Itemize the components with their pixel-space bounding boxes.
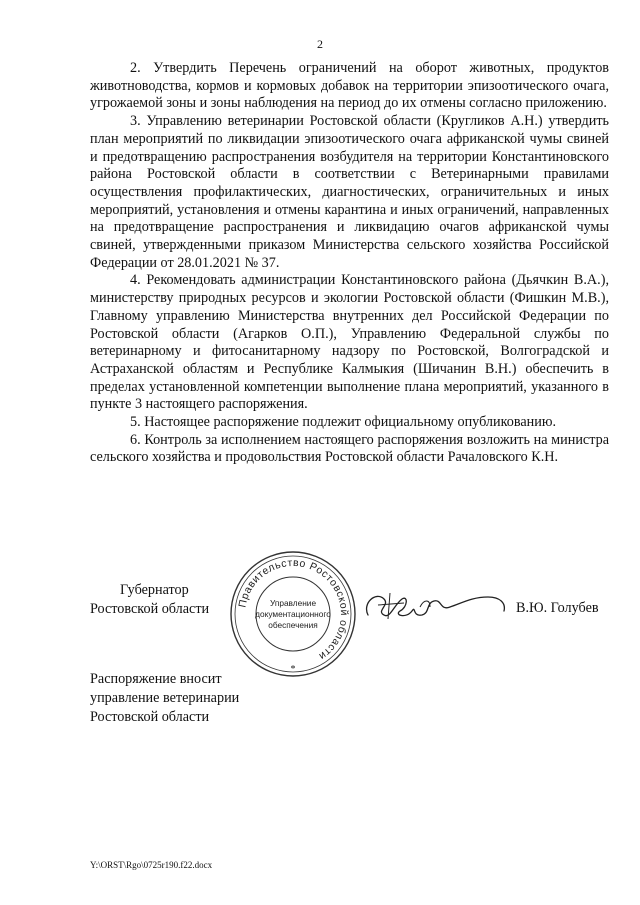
seal-inner-line2: документационного [255, 609, 331, 619]
paragraph-3: 3. Управлению ветеринарии Ростовской области (Кругликов А.Н.) утвердить план мероприятий по ликвидации эпизоотического очага африканской чумы свиней и предотвращению распространения возбудителя на территории Константиновского района Ростовской области в соответствии с Ветеринарными правилами осуществления профилактических, диагностических, ограничительных и иных мероприятий, установления и отмены карантина и иных ограничений, направленных на предотвращение распространения и ликвидацию очагов африканской чумы свиней, утвержденными приказом Министерства сельского хозяйства Российской Федерации от 28.01.2021 № 37. [90, 113, 609, 271]
paragraph-6: 6. Контроль за исполнением настоящего распоряжения возложить на министра сельского хозяйства и продовольствия Ростовской области Рачаловского К.Н. [90, 431, 609, 466]
submitted-by-note [90, 670, 239, 727]
paragraph-4: 4. Рекомендовать администрации Константиновского района (Дьячкин В.А.), министерству природных ресурсов и экологии Ростовской области (Фишкин М.В.), Главному управлению Министерства внутренних дел Российской Федерации по Ростовской области (Агарков О.П.), Управлению Федеральной службы по ветеринарному и фитосанитарному надзору по Ростовской, Волгоградской и Астраханской областям и Республике Калмыкия (Шичанин В.Н.) обеспечить в пределах установленной компетенции выполнение плана мероприятий, указанного в пункте 3 настоящего распоряжения. [90, 272, 609, 413]
paragraph-5: 5. Настоящее распоряжение подлежит официальному опубликованию. [130, 414, 557, 431]
note-line1: Распоряжение вносит [90, 671, 222, 687]
note-line3: Ростовской области [90, 709, 210, 725]
seal-star-icon: * [290, 664, 296, 675]
signatory-title [90, 581, 209, 619]
handwritten-signature [360, 585, 510, 625]
seal-inner-line3: обеспечения [268, 620, 318, 630]
file-path-footer: Y:\ORST\Rgo\0725r190.f22.docx [90, 860, 213, 870]
note-line2: управление ветеринарии [90, 690, 240, 706]
document-body [90, 60, 609, 467]
signatory-title-line1: Губернатор [120, 582, 189, 598]
signatory-title-line2: Ростовской области [90, 601, 210, 617]
page-number: 2 [317, 37, 323, 51]
seal-inner-line1: Управление [269, 598, 317, 608]
signatory-name: В.Ю. Голубев [516, 600, 599, 616]
paragraph-2: 2. Утвердить Перечень ограничений на оборот животных, продуктов животноводства, кормов и кормовых добавок на территории эпизоотического очага, угрожаемой зоны и зоны наблюдения на период до их отмены согласно приложению. [90, 60, 609, 112]
seal-outer-text: Правительство Ростовской области [236, 556, 351, 663]
official-seal-stamp [228, 549, 358, 679]
